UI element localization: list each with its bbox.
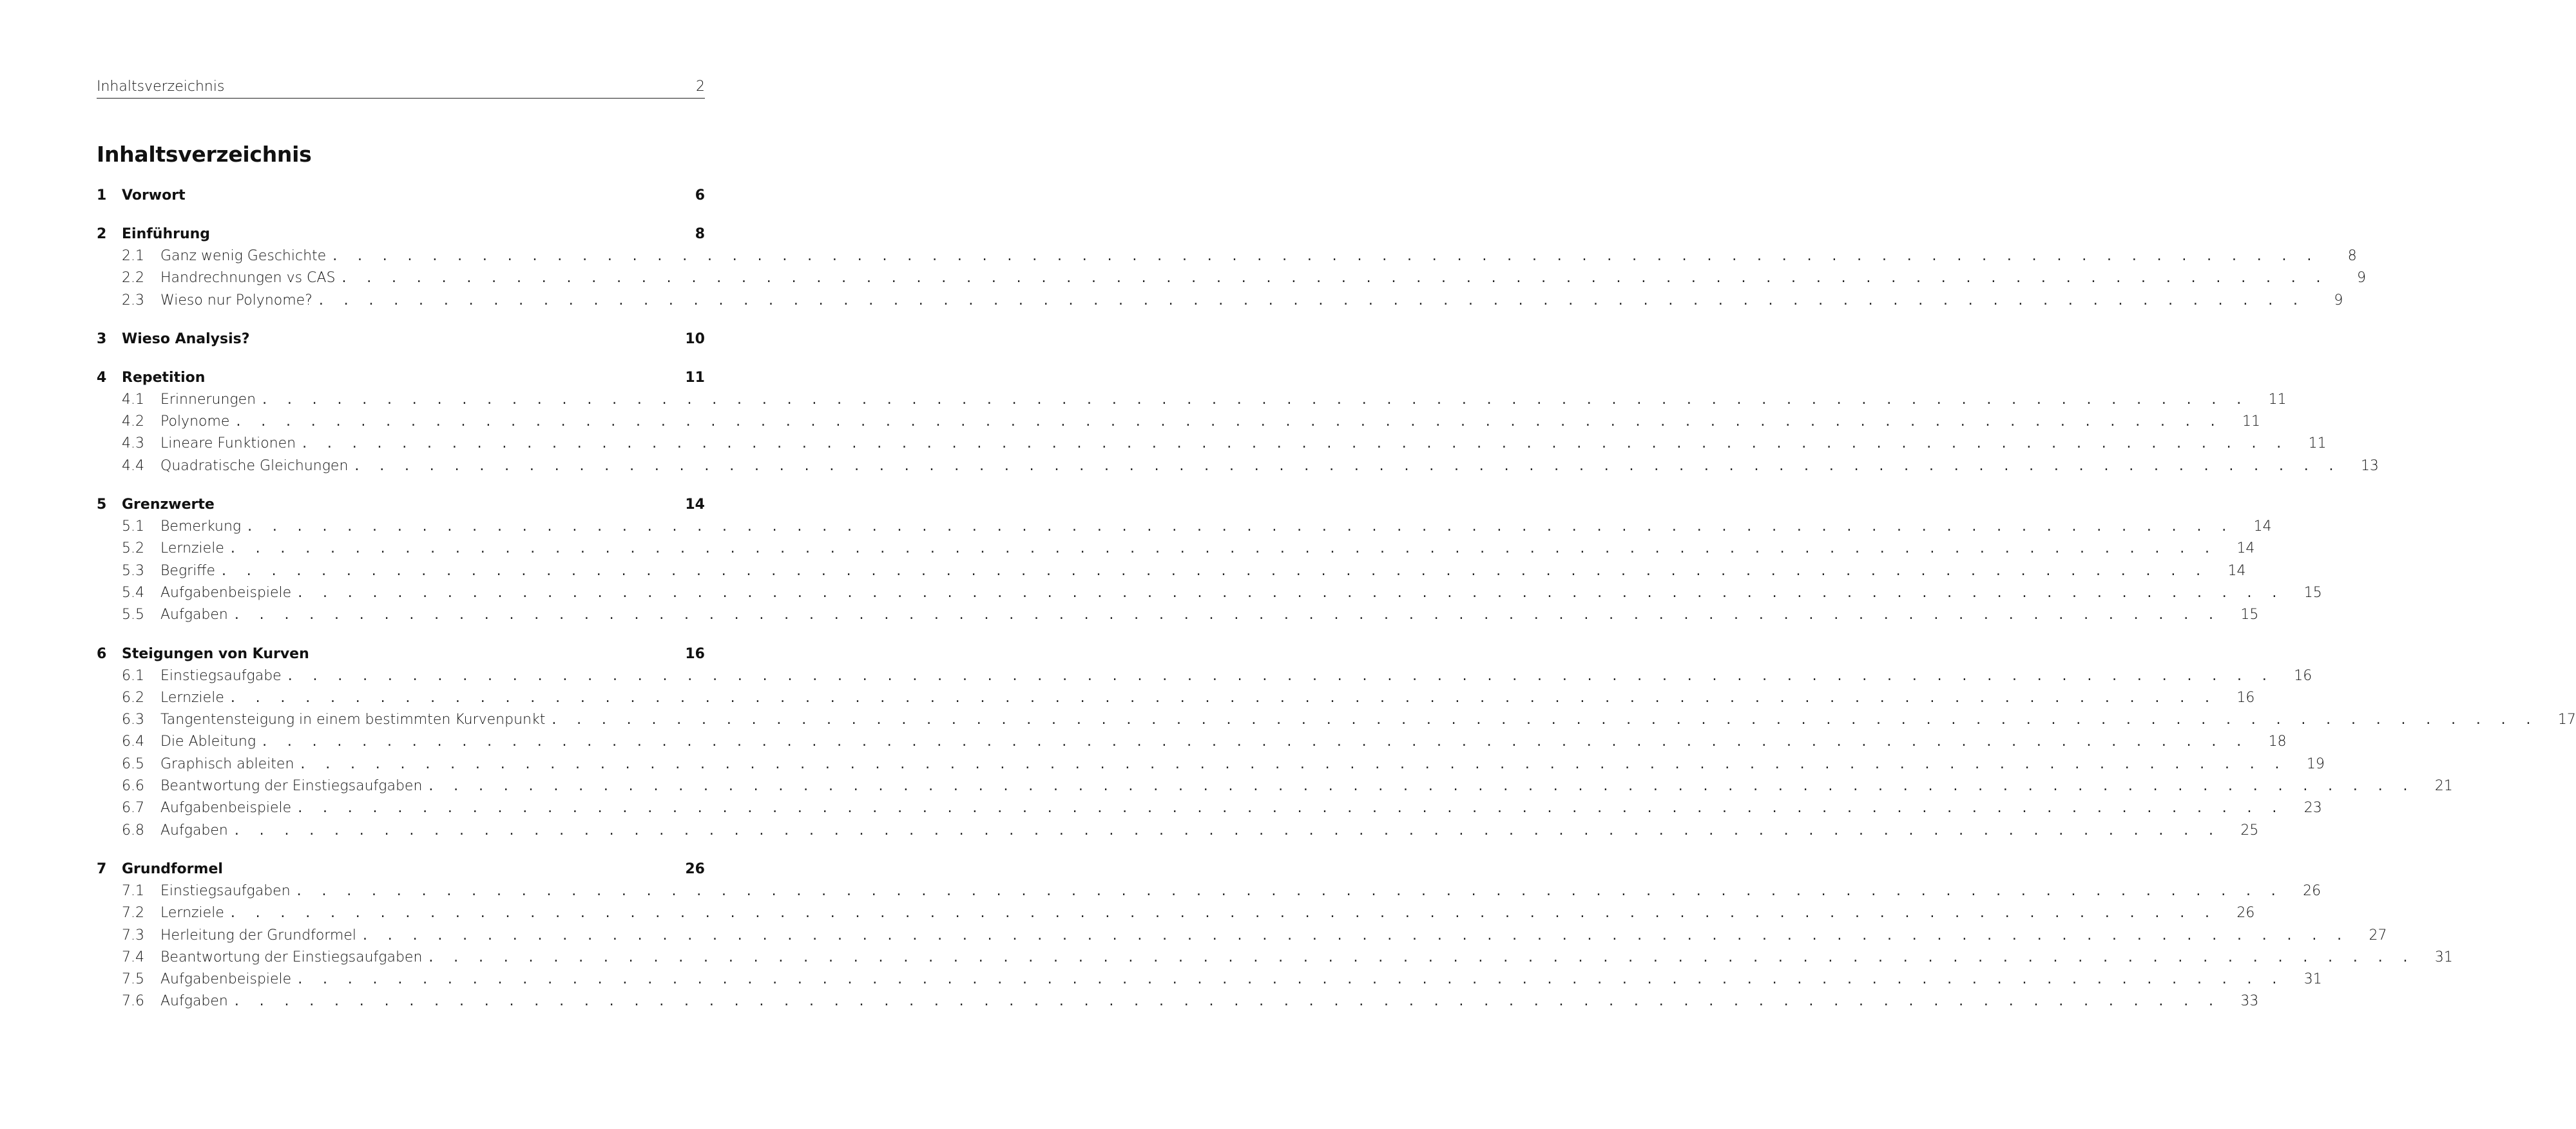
toc-section-entry[interactable] xyxy=(97,389,2287,411)
section-page-number: 27 xyxy=(2369,927,2387,944)
section-number: 5.5 xyxy=(122,607,144,623)
dot-leader: . . . . . . . . . . . . . . . . . . . . . . . . . . . . . . . . . . . . . . . . . . . . . . . . . . . . . . . . . . . . . . . . . . . . . . . . . . . . . . . . xyxy=(298,800,2285,817)
section-page-number: 16 xyxy=(2236,689,2255,706)
section-title: Einstiegsaufgabe xyxy=(160,667,282,684)
section-page-number: 26 xyxy=(2303,882,2321,899)
toc-chapter xyxy=(97,328,705,350)
chapter-page-number: 14 xyxy=(685,497,705,513)
toc-section-entry[interactable] xyxy=(97,267,2366,289)
dot-leader: . . . . . . . . . . . . . . . . . . . . . . . . . . . . . . . . . . . . . . . . . . . . . . . . . . . . . . . . . . . . . . . . . . . . . . . . . . . . . . . . xyxy=(262,734,2249,750)
dot-leader: . . . . . . . . . . . . . . . . . . . . . . . . . . . . . . . . . . . . . . . . . . . . . . . . . . . . . . . . . . . . . . . . . . . . . . . . . . . . . . . . xyxy=(428,778,2416,795)
section-title: Wieso nur Polynome? xyxy=(160,292,312,308)
toc-section-entry[interactable] xyxy=(97,775,2453,797)
toc-section-entry[interactable] xyxy=(97,687,2255,709)
section-title: Herleitung der Grundformel xyxy=(160,927,357,944)
running-header-title: Inhaltsverzeichnis xyxy=(97,79,225,95)
toc-section-entry[interactable] xyxy=(97,411,2260,433)
section-number: 5.2 xyxy=(122,540,144,557)
toc-section-entry[interactable] xyxy=(97,991,2259,1012)
dot-leader: . . . . . . . . . . . . . . . . . . . . . . . . . . . . . . . . . . . . . . . . . . . . . . . . . . . . . . . . . . . . . . . . . . . . . . . . . . . . . . . . xyxy=(428,949,2416,965)
dot-leader: . . . . . . . . . . . . . . . . . . . . . . . . . . . . . . . . . . . . . . . . . . . . . . . . . . . . . . . . . . . . . . . . . . . . . . . . . . . . . . . . xyxy=(298,971,2285,988)
chapter-page-number: 10 xyxy=(685,330,705,347)
section-title: Beantwortung der Einstiegsaufgaben xyxy=(160,778,423,795)
section-number: 4.2 xyxy=(122,413,144,430)
section-page-number: 11 xyxy=(2268,391,2287,408)
section-page-number: 14 xyxy=(2227,562,2246,579)
dot-leader: . . . . . . . . . . . . . . . . . . . . . . . . . . . . . . . . . . . . . . . . . . . . . . . . . . . . . . . . . . . . . . . . . . . . . . . . . . . . . . . . xyxy=(341,270,2329,287)
section-title: Aufgabenbeispiele xyxy=(160,584,292,601)
dot-leader: . . . . . . . . . . . . . . . . . . . . . . . . . . . . . . . . . . . . . . . . . . . . . . . . . . . . . . . . . . . . . . . . . . . . . . . . . . . . . . . . xyxy=(298,584,2285,601)
section-page-number: 31 xyxy=(2303,971,2322,988)
section-number: 5.1 xyxy=(122,518,144,535)
section-page-number: 15 xyxy=(2240,607,2259,623)
section-number: 5.3 xyxy=(122,562,144,579)
chapter-page-number: 8 xyxy=(695,226,705,242)
toc-section-entry[interactable] xyxy=(97,902,2255,924)
section-number: 6.5 xyxy=(122,755,144,772)
section-title: Aufgaben xyxy=(160,607,228,623)
section-title: Aufgaben xyxy=(160,822,228,839)
toc-chapter-entry[interactable] xyxy=(97,328,705,350)
section-title: Aufgabenbeispiele xyxy=(160,971,292,988)
section-title: Aufgaben xyxy=(160,993,228,1010)
toc-section-entry[interactable] xyxy=(97,947,2453,969)
section-page-number: 18 xyxy=(2268,734,2287,750)
dot-leader: . . . . . . . . . . . . . . . . . . . . . . . . . . . . . . . . . . . . . . . . . . . . . . . . . . . . . . . . . . . . . . . . . . . . . . . . . . . . . . . . xyxy=(354,457,2341,474)
chapter-number: 2 xyxy=(97,226,107,242)
section-number: 5.4 xyxy=(122,584,144,601)
section-title: Graphisch ableiten xyxy=(160,755,294,772)
section-number: 4.3 xyxy=(122,435,144,452)
chapter-title: Wieso Analysis? xyxy=(122,330,250,347)
section-page-number: 23 xyxy=(2303,800,2322,817)
section-page-number: 8 xyxy=(2347,248,2357,264)
section-number: 6.1 xyxy=(122,667,144,684)
chapter-number: 5 xyxy=(97,497,107,513)
chapter-number: 7 xyxy=(97,860,107,877)
section-page-number: 25 xyxy=(2240,822,2259,839)
toc-chapter xyxy=(97,223,2366,312)
toc-section-entry[interactable] xyxy=(97,969,2322,991)
toc-chapter-entry[interactable] xyxy=(97,643,705,665)
chapter-number: 3 xyxy=(97,330,107,347)
toc-section-entry[interactable] xyxy=(97,582,2322,604)
toc-section-entry[interactable] xyxy=(97,925,2387,947)
section-title: Erinnerungen xyxy=(160,391,256,408)
dot-leader: . . . . . . . . . . . . . . . . . . . . . . . . . . . . . . . . . . . . . . . . . . . . . . . . . . . . . . . . . . . . . . . . . . . . . . . . . . . . . . . . xyxy=(552,712,2539,728)
chapter-number: 4 xyxy=(97,369,107,386)
dot-leader: . . . . . . . . . . . . . . . . . . . . . . . . . . . . . . . . . . . . . . . . . . . . . . . . . . . . . . . . . . . . . . . . . . . . . . . . . . . . . . . . xyxy=(262,391,2249,408)
section-number: 2.2 xyxy=(122,270,144,287)
dot-leader: . . . . . . . . . . . . . . . . . . . . . . . . . . . . . . . . . . . . . . . . . . . . . . . . . . . . . . . . . . . . . . . . . . . . . . . . . . . . . . . . xyxy=(234,607,2222,623)
toc-section-entry[interactable] xyxy=(97,245,2357,267)
section-title: Begriffe xyxy=(160,562,215,579)
toc-section-entry[interactable] xyxy=(97,560,2246,582)
section-number: 6.2 xyxy=(122,689,144,706)
chapter-title: Steigungen von Kurven xyxy=(122,645,309,662)
toc-chapter xyxy=(97,185,705,207)
toc-section-entry[interactable] xyxy=(97,665,2312,687)
section-title: Lernziele xyxy=(160,905,224,922)
toc-section-entry[interactable] xyxy=(97,604,2259,626)
dot-leader: . . . . . . . . . . . . . . . . . . . . . . . . . . . . . . . . . . . . . . . . . . . . . . . . . . . . . . . . . . . . . . . . . . . . . . . . . . . . . . . . xyxy=(230,540,2218,557)
section-number: 6.3 xyxy=(122,712,144,728)
section-page-number: 33 xyxy=(2240,993,2259,1010)
toc-chapter xyxy=(97,859,2453,1013)
section-page-number: 9 xyxy=(2356,270,2366,287)
section-number: 2.1 xyxy=(122,248,144,264)
section-number: 7.3 xyxy=(122,927,144,944)
dot-leader: . . . . . . . . . . . . . . . . . . . . . . . . . . . . . . . . . . . . . . . . . . . . . . . . . . . . . . . . . . . . . . . . . . . . . . . . . . . . . . . . xyxy=(296,882,2284,899)
page-title: Inhaltsverzeichnis xyxy=(97,142,312,167)
section-title: Polynome xyxy=(160,413,230,430)
section-number: 6.6 xyxy=(122,778,144,795)
dot-leader: . . . . . . . . . . . . . . . . . . . . . . . . . . . . . . . . . . . . . . . . . . . . . . . . . . . . . . . . . . . . . . . . . . . . . . . . . . . . . . . . xyxy=(332,248,2320,264)
section-title: Lineare Funktionen xyxy=(160,435,296,452)
toc-chapter xyxy=(97,367,2379,477)
table-of-contents xyxy=(97,185,2576,1030)
toc-section-entry[interactable] xyxy=(97,538,2255,560)
section-page-number: 19 xyxy=(2306,755,2325,772)
toc-section-entry[interactable] xyxy=(97,754,2325,775)
chapter-title: Repetition xyxy=(122,369,206,386)
chapter-title: Vorwort xyxy=(122,187,186,204)
dot-leader: . . . . . . . . . . . . . . . . . . . . . . . . . . . . . . . . . . . . . . . . . . . . . . . . . . . . . . . . . . . . . . . . . . . . . . . . . . . . . . . . xyxy=(302,435,2289,452)
toc-section-entry[interactable] xyxy=(97,709,2576,731)
chapter-title: Einführung xyxy=(122,226,211,242)
section-number: 7.6 xyxy=(122,993,144,1010)
dot-leader: . . . . . . . . . . . . . . . . . . . . . . . . . . . . . . . . . . . . . . . . . . . . . . . . . . . . . . . . . . . . . . . . . . . . . . . . . . . . . . . . xyxy=(234,993,2222,1010)
toc-chapter-entry[interactable] xyxy=(97,185,705,207)
dot-leader: . . . . . . . . . . . . . . . . . . . . . . . . . . . . . . . . . . . . . . . . . . . . . . . . . . . . . . . . . . . . . . . . . . . . . . . . . . . . . . . . xyxy=(236,413,2223,430)
chapter-page-number: 16 xyxy=(685,645,705,662)
section-page-number: 21 xyxy=(2434,778,2453,795)
dot-leader: . . . . . . . . . . . . . . . . . . . . . . . . . . . . . . . . . . . . . . . . . . . . . . . . . . . . . . . . . . . . . . . . . . . . . . . . . . . . . . . . xyxy=(363,927,2350,944)
section-number: 7.1 xyxy=(122,882,144,899)
section-page-number: 15 xyxy=(2303,584,2322,601)
toc-chapter-entry[interactable] xyxy=(97,859,705,880)
toc-section-entry[interactable] xyxy=(97,433,2327,455)
chapter-page-number: 26 xyxy=(685,860,705,877)
chapter-number: 1 xyxy=(97,187,107,204)
chapter-page-number: 11 xyxy=(685,369,705,386)
section-number: 7.4 xyxy=(122,949,144,965)
dot-leader: . . . . . . . . . . . . . . . . . . . . . . . . . . . . . . . . . . . . . . . . . . . . . . . . . . . . . . . . . . . . . . . . . . . . . . . . . . . . . . . . xyxy=(230,689,2218,706)
dot-leader: . . . . . . . . . . . . . . . . . . . . . . . . . . . . . . . . . . . . . . . . . . . . . . . . . . . . . . . . . . . . . . . . . . . . . . . . . . . . . . . . xyxy=(247,518,2235,535)
section-page-number: 11 xyxy=(2308,435,2327,452)
section-title: Lernziele xyxy=(160,540,224,557)
section-page-number: 14 xyxy=(2253,518,2272,535)
section-page-number: 9 xyxy=(2334,292,2343,308)
section-number: 6.8 xyxy=(122,822,144,839)
toc-chapter xyxy=(97,494,2322,626)
section-title: Handrechnungen vs CAS xyxy=(160,270,336,287)
page-number: 2 xyxy=(696,79,705,95)
section-title: Beantwortung der Einstiegsaufgaben xyxy=(160,949,423,965)
toc-section-entry[interactable] xyxy=(97,820,2259,842)
chapter-number: 6 xyxy=(97,645,107,662)
section-number: 4.1 xyxy=(122,391,144,408)
section-title: Aufgabenbeispiele xyxy=(160,800,292,817)
toc-section-entry[interactable] xyxy=(97,455,2379,477)
section-page-number: 31 xyxy=(2434,949,2453,965)
section-title: Tangentensteigung in einem bestimmten Kurvenpunkt xyxy=(160,712,546,728)
dot-leader: . . . . . . . . . . . . . . . . . . . . . . . . . . . . . . . . . . . . . . . . . . . . . . . . . . . . . . . . . . . . . . . . . . . . . . . . . . . . . . . . xyxy=(318,292,2306,308)
section-title: Ganz wenig Geschichte xyxy=(160,248,327,264)
section-number: 2.3 xyxy=(122,292,144,308)
section-number: 4.4 xyxy=(122,457,144,474)
section-number: 6.4 xyxy=(122,734,144,750)
dot-leader: . . . . . . . . . . . . . . . . . . . . . . . . . . . . . . . . . . . . . . . . . . . . . . . . . . . . . . . . . . . . . . . . . . . . . . . . . . . . . . . . xyxy=(230,905,2218,922)
toc-chapter xyxy=(97,643,2576,842)
section-number: 7.5 xyxy=(122,971,144,988)
section-page-number: 14 xyxy=(2236,540,2255,557)
toc-section-entry[interactable] xyxy=(97,797,2322,819)
section-number: 6.7 xyxy=(122,800,144,817)
toc-section-entry[interactable] xyxy=(97,731,2287,753)
section-title: Lernziele xyxy=(160,689,224,706)
section-title: Einstiegsaufgaben xyxy=(160,882,291,899)
toc-section-entry[interactable] xyxy=(97,516,2272,538)
toc-chapter-entry[interactable] xyxy=(97,494,705,516)
toc-chapter-entry[interactable] xyxy=(97,367,705,389)
running-header xyxy=(97,76,705,99)
section-number: 7.2 xyxy=(122,905,144,922)
dot-leader: . . . . . . . . . . . . . . . . . . . . . . . . . . . . . . . . . . . . . . . . . . . . . . . . . . . . . . . . . . . . . . . . . . . . . . . . . . . . . . . . xyxy=(234,822,2222,839)
chapter-title: Grenzwerte xyxy=(122,497,215,513)
dot-leader: . . . . . . . . . . . . . . . . . . . . . . . . . . . . . . . . . . . . . . . . . . . . . . . . . . . . . . . . . . . . . . . . . . . . . . . . . . . . . . . . xyxy=(222,562,2209,579)
section-page-number: 16 xyxy=(2294,667,2312,684)
section-title: Die Ableitung xyxy=(160,734,256,750)
chapter-page-number: 6 xyxy=(695,187,705,204)
toc-section-entry[interactable] xyxy=(97,880,2321,902)
section-page-number: 11 xyxy=(2242,413,2260,430)
toc-section-entry[interactable] xyxy=(97,290,2343,312)
section-title: Bemerkung xyxy=(160,518,242,535)
section-page-number: 13 xyxy=(2360,457,2379,474)
toc-chapter-entry[interactable] xyxy=(97,223,705,245)
section-page-number: 26 xyxy=(2236,905,2255,922)
section-title: Quadratische Gleichungen xyxy=(160,457,349,474)
dot-leader: . . . . . . . . . . . . . . . . . . . . . . . . . . . . . . . . . . . . . . . . . . . . . . . . . . . . . . . . . . . . . . . . . . . . . . . . . . . . . . . . xyxy=(287,667,2275,684)
section-page-number: 17 xyxy=(2557,712,2576,728)
dot-leader: . . . . . . . . . . . . . . . . . . . . . . . . . . . . . . . . . . . . . . . . . . . . . . . . . . . . . . . . . . . . . . . . . . . . . . . . . . . . . . . . xyxy=(300,755,2287,772)
chapter-title: Grundformel xyxy=(122,860,223,877)
